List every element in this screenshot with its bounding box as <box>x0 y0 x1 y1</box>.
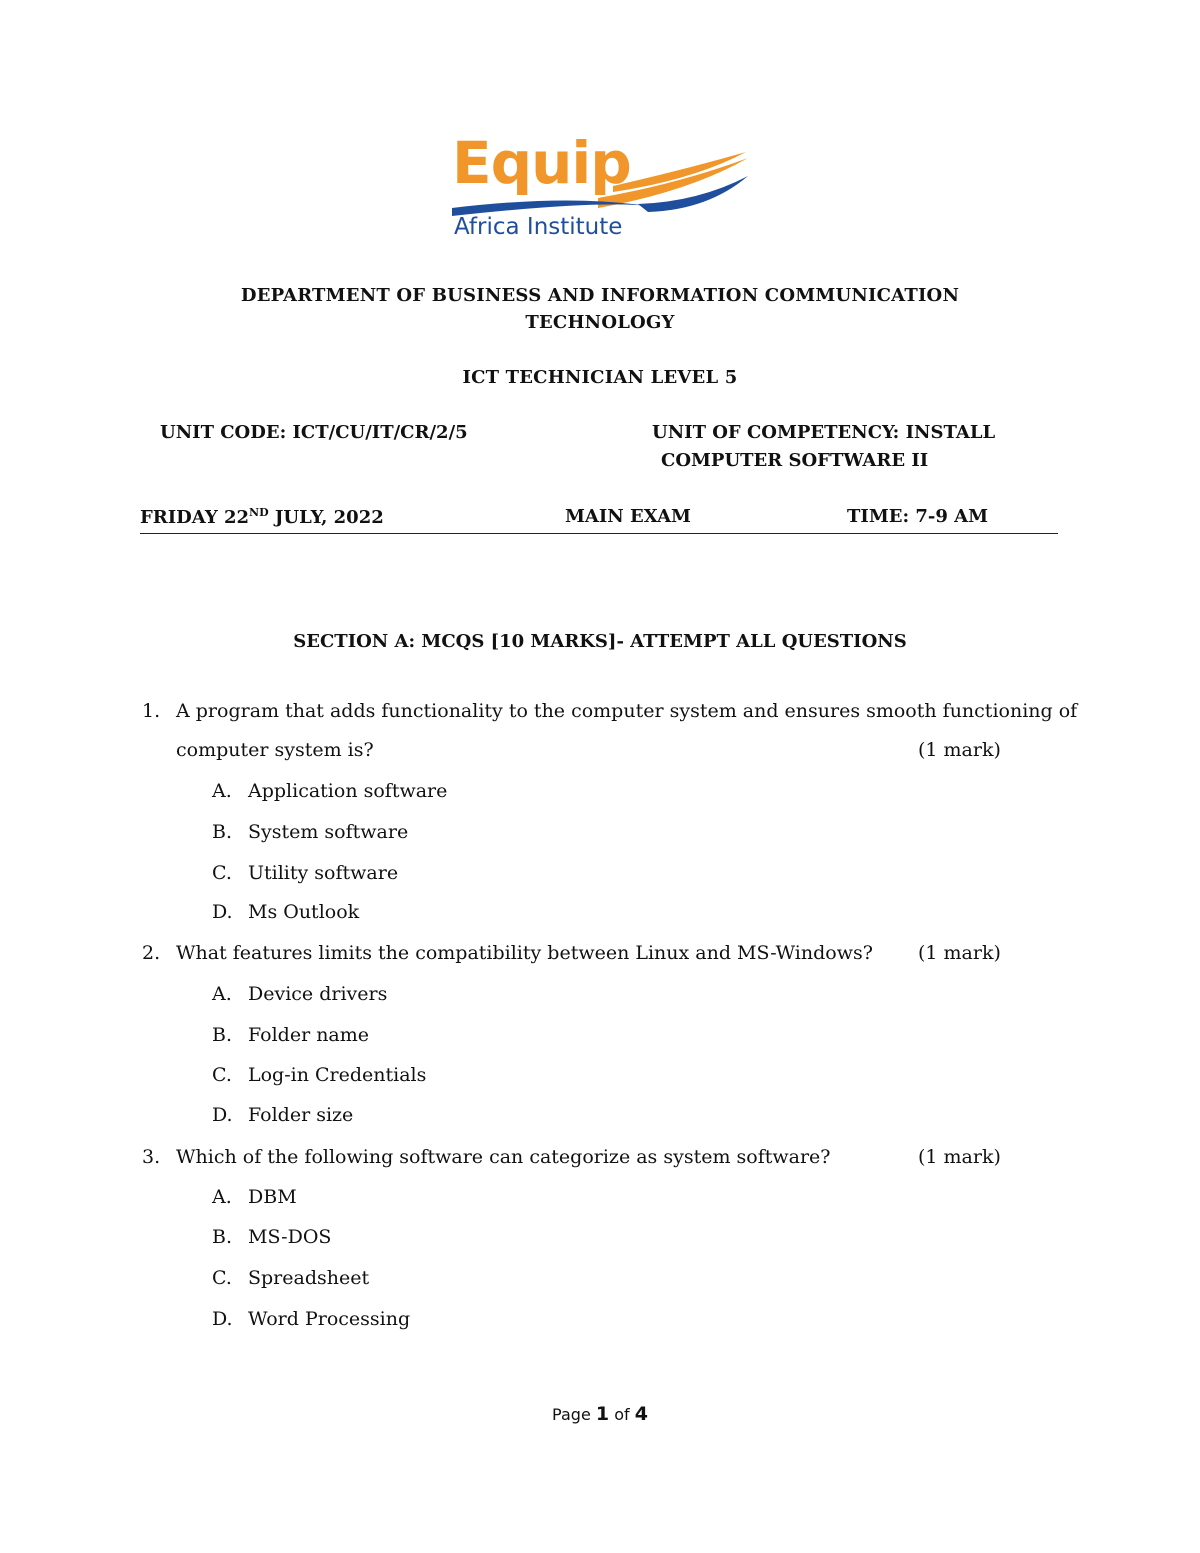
option-d: D. Folder size <box>212 1104 354 1126</box>
option-c: C. Log-in Credentials <box>212 1064 427 1086</box>
option-a: A. Application software <box>212 780 448 802</box>
current-page: 1 <box>595 1403 610 1425</box>
question-text: What features limits the compatibility between Linux and MS-Windows? <box>176 942 873 964</box>
department-line-2: TECHNOLOGY <box>525 312 675 333</box>
date-prefix: FRIDAY 22 <box>140 507 250 528</box>
option-c: C. Spreadsheet <box>212 1267 370 1289</box>
question-mark: (1 mark) <box>918 1146 1001 1168</box>
date-suffix: JULY, 2022 <box>268 507 384 528</box>
option-b: B. MS-DOS <box>212 1226 332 1248</box>
department-title <box>0 282 1200 336</box>
option-d: D. Word Processing <box>212 1308 411 1330</box>
logo-subtitle: Africa Institute <box>454 214 623 240</box>
logo-word: Equip <box>452 129 631 197</box>
unit-code: UNIT CODE: ICT/CU/IT/CR/2/5 <box>160 422 468 443</box>
question-number: 2. <box>142 942 161 964</box>
question-text-continued: computer system is? <box>176 739 374 761</box>
question-text: A program that adds functionality to the computer system and ensures smooth functioning of <box>176 700 1078 722</box>
option-b: B. Folder name <box>212 1024 370 1046</box>
question-mark: (1 mark) <box>918 942 1001 964</box>
exam-date <box>140 506 384 528</box>
unit-competency-line-2: COMPUTER SOFTWARE II <box>661 450 929 471</box>
exam-type: MAIN EXAM <box>565 506 691 527</box>
page-word: Page <box>552 1405 591 1424</box>
option-d: D. Ms Outlook <box>212 901 360 923</box>
question-number: 3. <box>142 1146 161 1168</box>
option-b: B. System software <box>212 821 409 843</box>
header-divider <box>140 533 1058 534</box>
section-title: SECTION A: MCQS [10 MARKS]- ATTEMPT ALL QUESTIONS <box>293 631 907 652</box>
date-superscript: ND <box>249 506 269 519</box>
option-c: C. Utility software <box>212 862 399 884</box>
of-word: of <box>614 1405 630 1424</box>
level-title: ICT TECHNICIAN LEVEL 5 <box>462 367 738 388</box>
question-text: Which of the following software can categorize as system software? <box>176 1146 831 1168</box>
question-mark: (1 mark) <box>918 739 1001 761</box>
institute-logo <box>448 129 758 246</box>
page-number <box>0 1403 1200 1425</box>
unit-competency-line-1: UNIT OF COMPETENCY: INSTALL <box>652 422 996 443</box>
department-line-1: DEPARTMENT OF BUSINESS AND INFORMATION COMMUNICATION <box>240 285 960 306</box>
option-a: A. DBM <box>212 1186 297 1208</box>
question-number: 1. <box>142 700 161 722</box>
total-pages: 4 <box>634 1403 648 1425</box>
exam-time: TIME: 7-9 AM <box>847 506 989 527</box>
option-a: A. Device drivers <box>212 983 388 1005</box>
